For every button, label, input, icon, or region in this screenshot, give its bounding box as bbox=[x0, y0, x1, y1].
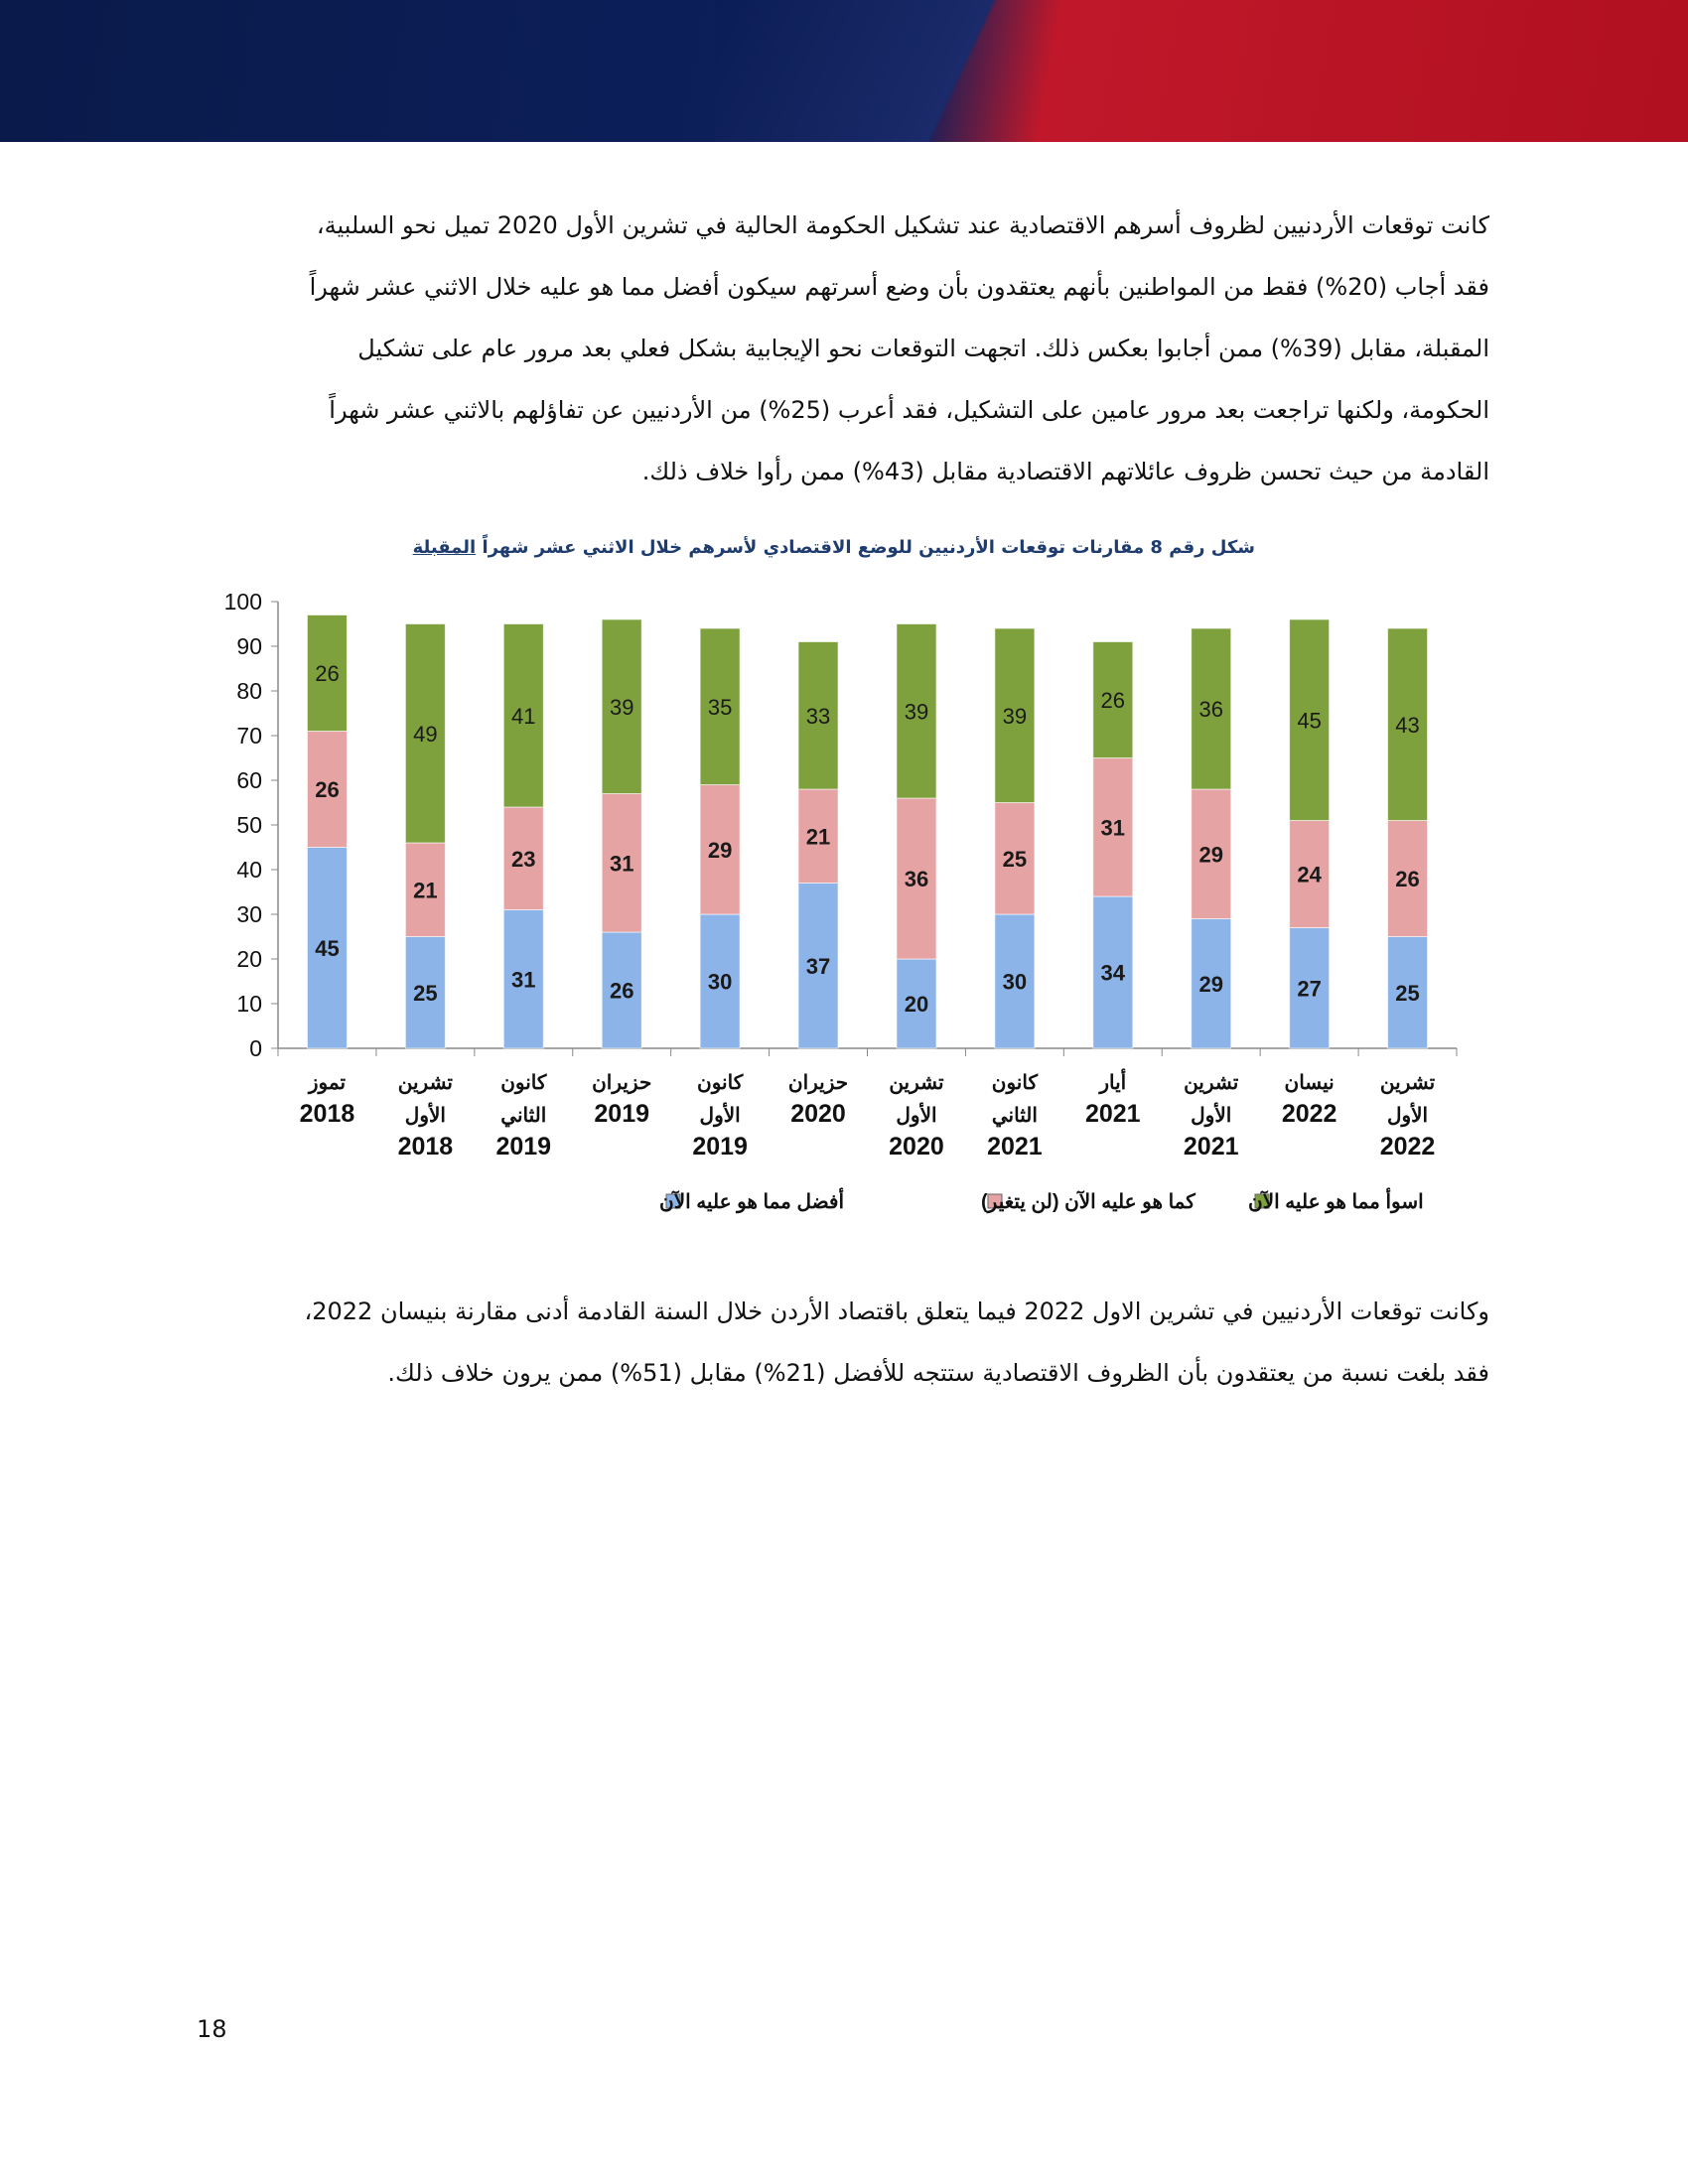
y-tick-label: 40 bbox=[236, 857, 262, 883]
data-label: 45 bbox=[1297, 708, 1322, 734]
y-tick-label: 50 bbox=[236, 812, 262, 838]
data-label: 26 bbox=[315, 661, 340, 686]
data-label: 35 bbox=[707, 694, 733, 720]
text-line: وكانت توقعات الأردنيين في تشرين الاول 2022 فيما يتعلق باقتصاد الأردن خلال السنة القادمة أدنى مقارنة بنيسان 2022، bbox=[304, 1297, 1489, 1325]
x-category-label: كانون bbox=[697, 1072, 744, 1094]
y-tick-label: 80 bbox=[236, 678, 262, 704]
data-label: 36 bbox=[904, 867, 929, 891]
x-category-label: نيسان bbox=[1284, 1072, 1335, 1094]
x-category-label: تموز bbox=[308, 1072, 347, 1094]
x-category-label: أيار bbox=[1099, 1072, 1127, 1094]
data-label: 27 bbox=[1297, 976, 1322, 1002]
x-category-label: الأول bbox=[1191, 1105, 1232, 1127]
data-label: 25 bbox=[413, 980, 438, 1006]
y-tick-label: 70 bbox=[236, 723, 262, 749]
data-label: 26 bbox=[1395, 867, 1420, 891]
y-tick-label: 90 bbox=[236, 633, 262, 659]
y-tick-label: 10 bbox=[236, 991, 262, 1017]
data-label: 29 bbox=[707, 837, 733, 863]
x-category-label: 2019 bbox=[692, 1133, 748, 1160]
data-label: 25 bbox=[1002, 846, 1028, 872]
chart-title-main: شكل رقم 8 مقارنات توقعات الأردنيين للوضع الاقتصادي لأسرهم خلال الاثني عشر شهراً bbox=[482, 537, 1255, 558]
legend-label: كما هو عليه الآن (لن يتغير) bbox=[981, 1191, 1196, 1213]
data-label: 25 bbox=[1395, 980, 1420, 1006]
x-category-label: تشرين bbox=[1379, 1072, 1436, 1094]
data-label: 43 bbox=[1395, 712, 1420, 738]
data-label: 21 bbox=[413, 878, 438, 903]
x-category-label: الثاني bbox=[500, 1105, 547, 1127]
x-category-label: الثاني bbox=[991, 1105, 1038, 1127]
data-label: 29 bbox=[1198, 971, 1223, 997]
page-number: 18 bbox=[197, 2015, 227, 2043]
data-label: 36 bbox=[1198, 697, 1223, 722]
data-label: 21 bbox=[805, 824, 831, 850]
x-category-label: 2021 bbox=[987, 1133, 1043, 1160]
text-line: كانت توقعات الأردنيين لظروف أسرهم الاقتصادية عند تشكيل الحكومة الحالية في تشرين الأول 2020 تميل نحو السلبية، bbox=[316, 211, 1489, 239]
x-category-label: 2020 bbox=[790, 1100, 846, 1128]
x-category-label: كانون bbox=[500, 1072, 547, 1094]
data-label: 37 bbox=[805, 953, 831, 979]
x-category-label: الأول bbox=[896, 1105, 937, 1127]
chart-title-underlined: المقبلة bbox=[412, 537, 477, 558]
data-label: 26 bbox=[1100, 688, 1126, 713]
x-category-label: 2021 bbox=[1084, 1100, 1141, 1128]
data-label: 26 bbox=[609, 978, 634, 1004]
y-tick-label: 100 bbox=[223, 589, 262, 614]
data-label: 49 bbox=[413, 721, 438, 747]
x-category-label: كانون bbox=[991, 1072, 1038, 1094]
x-category-label: 2022 bbox=[1379, 1133, 1436, 1160]
data-label: 41 bbox=[511, 703, 536, 729]
data-label: 31 bbox=[1100, 815, 1126, 841]
x-category-label: الأول bbox=[1386, 1105, 1429, 1127]
data-label: 26 bbox=[315, 777, 340, 802]
data-label: 30 bbox=[707, 969, 733, 995]
x-category-label: تشرين bbox=[1184, 1072, 1239, 1094]
x-category-label: 2022 bbox=[1281, 1100, 1337, 1128]
legend-label: أفضل مما هو عليه الآن bbox=[659, 1191, 845, 1213]
x-category-label: 2018 bbox=[299, 1100, 355, 1128]
text-line: المقبلة، مقابل (39%) ممن أجابوا بعكس ذلك. اتجهت التوقعات نحو الإيجابية بشكل فعلي بعد مرور عام على تشكيل bbox=[357, 335, 1489, 362]
x-category-label: 2019 bbox=[594, 1100, 650, 1128]
after-chart-paragraph bbox=[195, 1281, 1489, 1404]
y-tick-label: 20 bbox=[236, 946, 262, 972]
x-category-label: 2019 bbox=[495, 1133, 552, 1160]
x-category-label: حزيران bbox=[592, 1072, 652, 1094]
data-label: 45 bbox=[315, 935, 340, 961]
x-category-label: تشرين bbox=[397, 1072, 453, 1094]
text-line: القادمة من حيث تحسن ظروف عائلاتهم الاقتصادية مقابل (43%) ممن رأوا خلاف ذلك. bbox=[641, 458, 1489, 485]
data-label: 39 bbox=[904, 699, 929, 725]
legend-label: اسوأ مما هو عليه الآن bbox=[1248, 1191, 1424, 1213]
y-tick-label: 60 bbox=[236, 767, 262, 793]
text-line: الحكومة، ولكنها تراجعت بعد مرور عامين على التشكيل، فقد أعرب (25%) من الأردنيين عن تفاؤلهم بالاثني عشر شهراً bbox=[329, 396, 1489, 424]
x-category-label: حزيران bbox=[787, 1072, 849, 1094]
x-category-label: الأول bbox=[404, 1105, 446, 1127]
x-category-label: 2020 bbox=[889, 1133, 944, 1160]
x-category-label: 2021 bbox=[1183, 1133, 1239, 1160]
data-label: 30 bbox=[1002, 969, 1028, 995]
data-label: 29 bbox=[1198, 842, 1223, 868]
data-label: 31 bbox=[609, 851, 634, 877]
data-label: 39 bbox=[1002, 703, 1028, 729]
data-label: 39 bbox=[609, 694, 634, 720]
data-label: 20 bbox=[904, 992, 929, 1017]
data-label: 34 bbox=[1100, 960, 1126, 986]
data-label: 33 bbox=[805, 703, 831, 729]
data-label: 24 bbox=[1297, 862, 1322, 887]
data-label: 23 bbox=[511, 846, 536, 872]
text-line: فقد بلغت نسبة من يعتقدون بأن الظروف الاقتصادية ستتجه للأفضل (21%) مقابل (51%) ممن يرون خلاف ذلك. bbox=[387, 1359, 1489, 1387]
y-tick-label: 0 bbox=[249, 1035, 262, 1061]
x-category-label: تشرين bbox=[889, 1072, 944, 1094]
x-category-label: 2018 bbox=[397, 1133, 454, 1160]
y-tick-label: 30 bbox=[236, 901, 262, 927]
text-line: فقد أجاب (20%) فقط من المواطنين بأنهم يعتقدون بأن وضع أسرتهم سيكون أفضل مما هو عليه خلال الاثني عشر شهراً bbox=[309, 273, 1489, 301]
data-label: 31 bbox=[511, 967, 536, 993]
x-category-label: الأول bbox=[699, 1105, 741, 1127]
